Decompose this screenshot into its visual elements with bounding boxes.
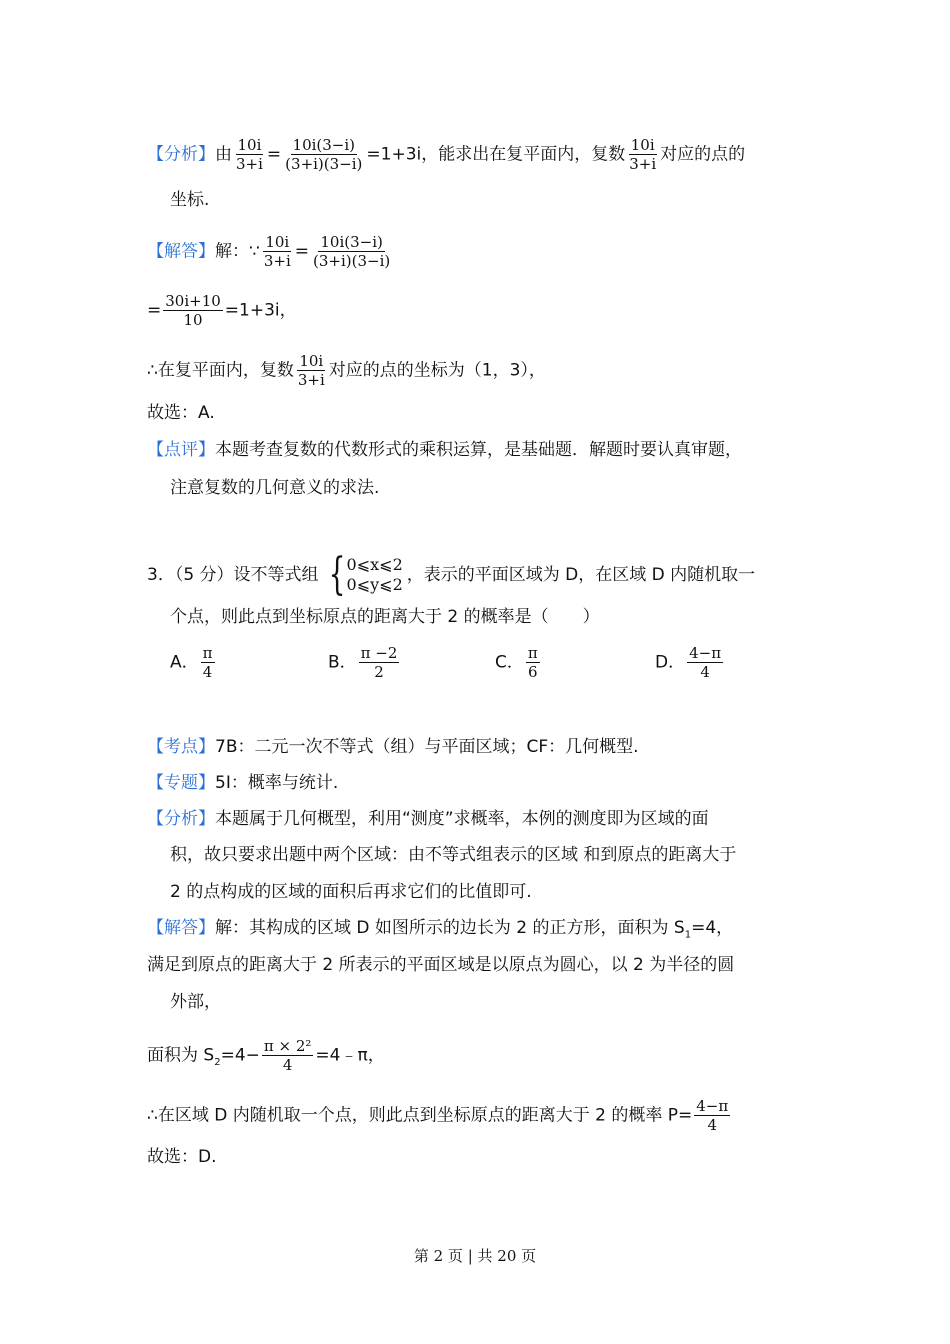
q3-solution: 【解答】解：其构成的区域 D 如图所示的边长为 2 的正方形，面积为 $S_1=4$， bbox=[147, 918, 734, 941]
analysis-tag: 【分析】 bbox=[147, 809, 215, 829]
q3-stem: 3．（5 分）设不等式组 { 0⩽x⩽2 0⩽y⩽2 ，表示的平面区域为 D，在区域 D 内随机取一 bbox=[147, 549, 756, 600]
q3-stem-cont: 个点，则此点到坐标原点的距离大于 2 的概率是（ ） bbox=[170, 607, 600, 627]
q3-analysis-cont: 积，故只要求出题中两个区域：由不等式组表示的区域 和到原点的距离大于 bbox=[170, 845, 737, 865]
fraction: $\frac{10i}{3+i}$ bbox=[236, 136, 263, 173]
fraction: $\frac{\text{π × 2²}}{4}$ bbox=[263, 1037, 312, 1074]
page-footer: 第 2 页 | 共 20 页 bbox=[413, 1247, 537, 1265]
q2-comment-cont: 注意复数的几何意义的求法. bbox=[170, 478, 380, 498]
q2-comment: 【点评】本题考查复数的代数形式的乘积运算，是基础题．解题时要认真审题， bbox=[147, 440, 742, 460]
inequality-system: { 0⩽x⩽2 0⩽y⩽2 bbox=[328, 549, 403, 600]
comment-tag: 【点评】 bbox=[147, 440, 215, 460]
fraction: $\frac{10i}{3+i}$ bbox=[297, 352, 325, 389]
fraction: $\frac{10i(3-i)}{(3+i)(3-i)}$ bbox=[285, 136, 363, 173]
q2-solution-step: = $\frac{30i+10}{10}$ =1+3i， bbox=[147, 292, 297, 329]
q3-answer: 故选：D. bbox=[147, 1147, 217, 1167]
q3-solution-cont: 满足到原点的距离大于 2 所表示的平面区域是以原点为圆心，以 2 为半径的圆 bbox=[147, 955, 735, 975]
fraction: $\frac{10i}{3+i}$ bbox=[629, 136, 657, 173]
analysis-tag: 【分析】 bbox=[147, 144, 215, 165]
solution-tag: 【解答】 bbox=[147, 918, 215, 938]
topic-tag: 【专题】 bbox=[147, 773, 215, 793]
fraction: $\frac{30i+10}{10}$ bbox=[165, 292, 221, 329]
solution-tag: 【解答】 bbox=[147, 241, 215, 262]
q2-analysis-cont: 坐标. bbox=[170, 190, 210, 210]
q3-probability: ∴在区域 D 内随机取一个点，则此点到坐标原点的距离大于 2 的概率 P= $\frac{4-\pi}{4}$ bbox=[147, 1097, 729, 1134]
option-c: C． $\frac{\pi}{6}$ bbox=[495, 644, 538, 681]
fraction: $\frac{4-\pi}{4}$ bbox=[696, 1097, 729, 1134]
q2-answer: 故选：A. bbox=[147, 403, 215, 423]
q2-analysis-line: 【分析】由 $\frac{10i}{3+i}$ = $\frac{10i(3-i)}{(3+i)(3-i)}$ =1+3i，能求出在复平面内，复数 $\frac{10i}{3+i}$ 对应的点的 bbox=[147, 136, 746, 173]
q3-analysis: 【分析】本题属于几何概型，利用“测度”求概率，本例的测度即为区域的面 bbox=[147, 809, 709, 829]
q3-analysis-cont: 2 的点构成的区域的面积后再求它们的比值即可. bbox=[170, 882, 532, 902]
option-d: D． $\frac{4-\pi}{4}$ bbox=[655, 644, 722, 681]
option-b: B． $\frac{\pi -2}{2}$ bbox=[328, 644, 398, 681]
q3-area: 面积为 $S_2=4-$ $\frac{\text{π × 2²}}{4}$ =4﹣π， bbox=[147, 1037, 385, 1074]
q3-knowledge-point: 【考点】7B：二元一次不等式（组）与平面区域；CF：几何概型. bbox=[147, 737, 639, 757]
fraction: $\frac{10i}{3+i}$ bbox=[263, 233, 291, 270]
q3-topic: 【专题】5I：概率与统计. bbox=[147, 773, 339, 793]
option-a: A． $\frac{\pi}{4}$ bbox=[170, 644, 213, 681]
q2-conclusion: ∴在复平面内，复数 $\frac{10i}{3+i}$ 对应的点的坐标为（1，3）， bbox=[147, 352, 546, 389]
q3-solution-cont: 外部， bbox=[170, 992, 221, 1012]
knowledge-tag: 【考点】 bbox=[147, 737, 215, 757]
fraction: $\frac{10i(3-i)}{(3+i)(3-i)}$ bbox=[313, 233, 391, 270]
q2-solution-line: 【解答】解：∵ $\frac{10i}{3+i}$ = $\frac{10i(3-i)}{(3+i)(3-i)}$ bbox=[147, 233, 391, 270]
